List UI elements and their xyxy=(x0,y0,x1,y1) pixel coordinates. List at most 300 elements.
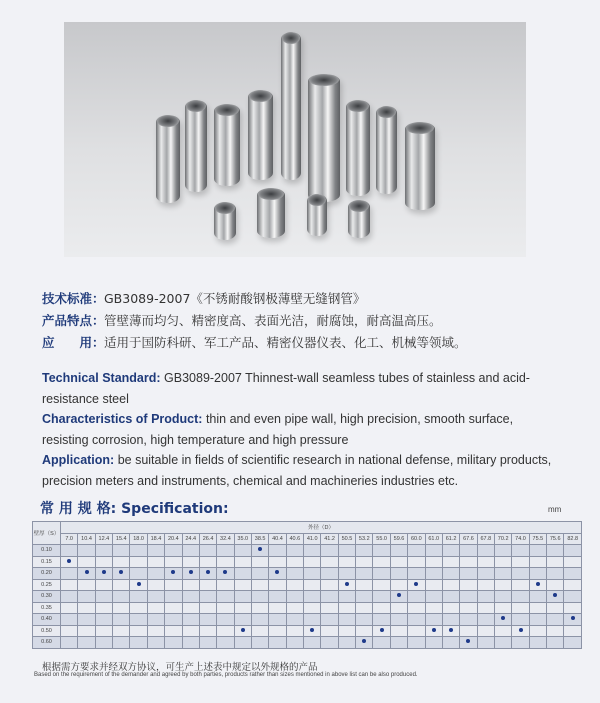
od-value-cell: 20.4 xyxy=(165,533,182,545)
spec-cell xyxy=(547,625,564,637)
available-dot-icon xyxy=(85,570,89,574)
spec-cell xyxy=(165,591,182,603)
spec-cell xyxy=(338,637,355,649)
spec-cell xyxy=(477,579,494,591)
tube-image xyxy=(257,188,285,238)
spec-cell xyxy=(529,556,546,568)
spec-cell xyxy=(460,614,477,626)
available-dot-icon xyxy=(310,628,314,632)
od-value-cell: 7.0 xyxy=(61,533,78,545)
table-row xyxy=(33,602,582,614)
spec-cell xyxy=(199,602,216,614)
en-characteristics xyxy=(42,409,562,450)
spec-cell xyxy=(338,591,355,603)
spec-cell xyxy=(217,637,234,649)
spec-cell xyxy=(217,614,234,626)
spec-cell xyxy=(269,579,286,591)
spec-cell xyxy=(304,625,321,637)
spec-cell xyxy=(390,591,407,603)
spec-cell xyxy=(321,602,338,614)
spec-cell xyxy=(113,556,130,568)
spec-cell xyxy=(408,637,425,649)
spec-cell xyxy=(547,545,564,557)
spec-cell xyxy=(321,614,338,626)
en-tech-text: GB3089-2007 Thinnest-wall seamless tubes of stainless and acid-resistance steel xyxy=(42,371,530,406)
unit-label: mm xyxy=(548,505,562,514)
wall-value-cell: 0.20 xyxy=(33,568,61,580)
spec-cell xyxy=(494,602,511,614)
spec-cell xyxy=(95,556,112,568)
spec-cell xyxy=(512,637,529,649)
table-row xyxy=(33,579,582,591)
table-header-row xyxy=(33,522,582,534)
spec-cell xyxy=(269,591,286,603)
spec-cell xyxy=(564,625,582,637)
spec-cell xyxy=(356,602,373,614)
spec-cell xyxy=(61,568,78,580)
spec-cell xyxy=(269,625,286,637)
available-dot-icon xyxy=(536,582,540,586)
spec-cell xyxy=(78,591,95,603)
spec-cell xyxy=(217,591,234,603)
spec-cell xyxy=(512,579,529,591)
table-row xyxy=(33,614,582,626)
spec-cell xyxy=(147,568,164,580)
spec-cell xyxy=(529,591,546,603)
spec-cell xyxy=(182,614,199,626)
spec-cell xyxy=(338,545,355,557)
spec-cell xyxy=(234,545,251,557)
spec-cell xyxy=(251,556,268,568)
spec-cell xyxy=(529,602,546,614)
spec-cell xyxy=(425,625,442,637)
spec-cell xyxy=(321,579,338,591)
cn-tech-label: 技术标准： xyxy=(42,291,105,306)
od-values-row xyxy=(33,533,582,545)
spec-cell xyxy=(460,579,477,591)
spec-cell xyxy=(408,556,425,568)
spec-cell xyxy=(477,637,494,649)
spec-cell xyxy=(251,568,268,580)
footer-note-cn: 根据需方要求并经双方协议，可生产上述表中规定以外规格的产品 xyxy=(42,662,318,673)
wall-value-cell: 0.35 xyxy=(33,602,61,614)
spec-cell xyxy=(390,602,407,614)
spec-cell xyxy=(442,568,459,580)
spec-cell xyxy=(234,556,251,568)
od-value-cell: 75.6 xyxy=(547,533,564,545)
available-dot-icon xyxy=(189,570,193,574)
spec-cell xyxy=(494,614,511,626)
spec-cell xyxy=(390,556,407,568)
spec-cell xyxy=(477,568,494,580)
spec-cell xyxy=(338,579,355,591)
spec-cell xyxy=(460,637,477,649)
available-dot-icon xyxy=(345,582,349,586)
spec-cell xyxy=(78,614,95,626)
tube-image xyxy=(248,90,273,180)
available-dot-icon xyxy=(258,547,262,551)
english-description xyxy=(42,368,562,491)
spec-cell xyxy=(338,568,355,580)
spec-cell xyxy=(234,602,251,614)
spec-cell xyxy=(95,568,112,580)
spec-cell xyxy=(286,637,303,649)
od-value-cell: 61.2 xyxy=(442,533,459,545)
od-value-cell: 35.0 xyxy=(234,533,251,545)
spec-cell xyxy=(408,614,425,626)
spec-cell xyxy=(113,579,130,591)
spec-cell xyxy=(251,637,268,649)
spec-cell xyxy=(234,591,251,603)
spec-cell xyxy=(251,625,268,637)
spec-cell xyxy=(95,591,112,603)
spec-cell xyxy=(251,579,268,591)
od-value-cell: 41.0 xyxy=(304,533,321,545)
spec-cell xyxy=(477,556,494,568)
spec-cell xyxy=(113,637,130,649)
cn-features xyxy=(42,310,467,332)
spec-cell xyxy=(494,591,511,603)
spec-cell xyxy=(494,545,511,557)
available-dot-icon xyxy=(414,582,418,586)
spec-cell xyxy=(442,614,459,626)
spec-cell xyxy=(425,556,442,568)
od-value-cell: 70.2 xyxy=(494,533,511,545)
spec-cell xyxy=(494,637,511,649)
available-dot-icon xyxy=(171,570,175,574)
spec-cell xyxy=(61,637,78,649)
spec-cell xyxy=(494,556,511,568)
spec-cell xyxy=(217,545,234,557)
spec-cell xyxy=(425,591,442,603)
spec-cell xyxy=(425,602,442,614)
tube-image xyxy=(281,32,301,180)
spec-cell xyxy=(408,591,425,603)
od-value-cell: 55.0 xyxy=(373,533,390,545)
available-dot-icon xyxy=(519,628,523,632)
spec-cell xyxy=(425,579,442,591)
en-app-label: Application: xyxy=(42,453,115,467)
spec-cell xyxy=(529,579,546,591)
available-dot-icon xyxy=(275,570,279,574)
spec-cell xyxy=(217,556,234,568)
spec-cell xyxy=(373,591,390,603)
cn-app-label: 应 用： xyxy=(42,335,105,350)
spec-cell xyxy=(304,545,321,557)
spec-cell xyxy=(390,625,407,637)
spec-cell xyxy=(512,568,529,580)
spec-cell xyxy=(130,556,147,568)
spec-cell xyxy=(373,579,390,591)
spec-cell xyxy=(356,591,373,603)
spec-cell xyxy=(113,614,130,626)
spec-cell xyxy=(147,625,164,637)
available-dot-icon xyxy=(432,628,436,632)
spec-cell xyxy=(269,556,286,568)
wall-value-cell: 0.50 xyxy=(33,625,61,637)
spec-cell xyxy=(304,602,321,614)
spec-cell xyxy=(512,602,529,614)
wall-value-cell: 0.60 xyxy=(33,637,61,649)
spec-cell xyxy=(356,614,373,626)
cn-tech-standard xyxy=(42,288,467,310)
spec-cell xyxy=(251,602,268,614)
tube-image xyxy=(308,74,340,202)
spec-cell xyxy=(61,625,78,637)
spec-cell xyxy=(113,545,130,557)
en-tech-standard xyxy=(42,368,562,409)
spec-cell xyxy=(338,614,355,626)
spec-cell xyxy=(304,568,321,580)
spec-cell xyxy=(356,637,373,649)
spec-cell xyxy=(408,625,425,637)
od-value-cell: 67.8 xyxy=(477,533,494,545)
spec-cell xyxy=(182,591,199,603)
od-value-cell: 15.4 xyxy=(113,533,130,545)
tube-image xyxy=(156,115,180,203)
spec-cell xyxy=(408,602,425,614)
tube-image xyxy=(185,100,207,192)
spec-cell xyxy=(199,625,216,637)
spec-cell xyxy=(147,579,164,591)
spec-cell xyxy=(512,591,529,603)
spec-cell xyxy=(547,602,564,614)
spec-cell xyxy=(460,591,477,603)
available-dot-icon xyxy=(571,616,575,620)
spec-cell xyxy=(564,637,582,649)
spec-cell xyxy=(512,614,529,626)
spec-cell xyxy=(373,545,390,557)
spec-cell xyxy=(564,568,582,580)
spec-cell xyxy=(356,579,373,591)
spec-cell xyxy=(390,545,407,557)
spec-cell xyxy=(494,579,511,591)
spec-cell xyxy=(564,579,582,591)
od-value-cell: 38.5 xyxy=(251,533,268,545)
available-dot-icon xyxy=(553,593,557,597)
spec-cell xyxy=(304,637,321,649)
spec-cell xyxy=(95,545,112,557)
od-value-cell: 40.6 xyxy=(286,533,303,545)
spec-cell xyxy=(286,579,303,591)
spec-cell xyxy=(564,602,582,614)
spec-cell xyxy=(529,568,546,580)
spec-cell xyxy=(494,625,511,637)
spec-cell xyxy=(564,614,582,626)
spec-cell xyxy=(494,568,511,580)
od-value-cell: 12.4 xyxy=(95,533,112,545)
spec-cell xyxy=(547,568,564,580)
od-value-cell: 18.4 xyxy=(147,533,164,545)
spec-cell xyxy=(61,602,78,614)
spec-cell xyxy=(442,579,459,591)
spec-cell xyxy=(182,579,199,591)
footer-note-en: Based on the requirement of the demander and agreed by both parties, products rather than sizes mentioned in above list can be also produced. xyxy=(34,672,418,678)
product-photo xyxy=(64,22,526,257)
spec-cell xyxy=(425,614,442,626)
spec-cell xyxy=(460,602,477,614)
en-char-label: Characteristics of Product: xyxy=(42,412,203,426)
spec-cell xyxy=(130,591,147,603)
cn-tech-text: GB3089-2007《不锈耐酸钢极薄壁无缝钢管》 xyxy=(104,291,366,306)
available-dot-icon xyxy=(466,639,470,643)
chinese-description xyxy=(42,288,467,354)
spec-cell xyxy=(269,602,286,614)
available-dot-icon xyxy=(223,570,227,574)
spec-cell xyxy=(547,556,564,568)
od-value-cell: 18.0 xyxy=(130,533,147,545)
available-dot-icon xyxy=(241,628,245,632)
spec-cell xyxy=(199,568,216,580)
spec-cell xyxy=(113,602,130,614)
spec-cell xyxy=(269,568,286,580)
spec-cell xyxy=(442,545,459,557)
table-row xyxy=(33,637,582,649)
spec-cell xyxy=(460,556,477,568)
spec-cell xyxy=(321,637,338,649)
spec-cell xyxy=(286,556,303,568)
tube-image xyxy=(376,106,397,194)
spec-cell xyxy=(251,545,268,557)
spec-cell xyxy=(95,625,112,637)
spec-cell xyxy=(130,568,147,580)
spec-cell xyxy=(442,637,459,649)
spec-cell xyxy=(78,568,95,580)
spec-cell xyxy=(78,602,95,614)
spec-cell xyxy=(147,545,164,557)
tube-image xyxy=(307,194,327,236)
spec-cell xyxy=(286,602,303,614)
spec-cell xyxy=(251,591,268,603)
tube-image xyxy=(346,100,370,196)
spec-cell xyxy=(512,556,529,568)
spec-cell xyxy=(477,545,494,557)
spec-cell xyxy=(321,545,338,557)
od-value-cell: 82.8 xyxy=(564,533,582,545)
spec-cell xyxy=(425,568,442,580)
spec-cell xyxy=(130,602,147,614)
spec-cell xyxy=(130,614,147,626)
spec-cell xyxy=(477,625,494,637)
spec-cell xyxy=(269,545,286,557)
spec-cell xyxy=(373,614,390,626)
spec-cell xyxy=(338,556,355,568)
spec-cell xyxy=(165,579,182,591)
spec-cell xyxy=(147,591,164,603)
spec-cell xyxy=(512,625,529,637)
spec-cell xyxy=(529,637,546,649)
spec-cell xyxy=(113,591,130,603)
spec-cell xyxy=(547,614,564,626)
spec-cell xyxy=(373,568,390,580)
spec-cell xyxy=(390,579,407,591)
spec-cell xyxy=(286,591,303,603)
cn-app-text: 适用于国防科研、军工产品、精密仪器仪表、化工、机械等领域。 xyxy=(104,335,467,350)
spec-cell xyxy=(390,637,407,649)
od-value-cell: 24.4 xyxy=(182,533,199,545)
spec-cell xyxy=(373,625,390,637)
wall-header: 壁厚（S） xyxy=(33,522,61,545)
available-dot-icon xyxy=(102,570,106,574)
spec-cell xyxy=(269,637,286,649)
available-dot-icon xyxy=(137,582,141,586)
en-char-text: thin and even pipe wall, high precision, smooth surface, resisting corrosion, high temperature and high pressure xyxy=(42,412,514,447)
spec-cell xyxy=(78,637,95,649)
available-dot-icon xyxy=(449,628,453,632)
spec-cell xyxy=(182,625,199,637)
spec-cell xyxy=(61,614,78,626)
spec-cell xyxy=(95,602,112,614)
spec-cell xyxy=(95,637,112,649)
cn-feat-text: 管壁薄而均匀、精密度高、表面光洁，耐腐蚀，耐高温高压。 xyxy=(104,313,442,328)
spec-cell xyxy=(547,591,564,603)
spec-cell xyxy=(95,579,112,591)
spec-cell xyxy=(182,602,199,614)
cn-feat-label: 产品特点： xyxy=(42,313,105,328)
spec-cell xyxy=(564,556,582,568)
spec-cell xyxy=(321,556,338,568)
spec-cell xyxy=(78,625,95,637)
spec-cell xyxy=(182,556,199,568)
spec-cell xyxy=(390,568,407,580)
spec-cell xyxy=(321,591,338,603)
spec-cell xyxy=(356,625,373,637)
available-dot-icon xyxy=(397,593,401,597)
spec-cell xyxy=(217,602,234,614)
spec-cell xyxy=(529,545,546,557)
spec-cell xyxy=(61,579,78,591)
od-value-cell: 61.0 xyxy=(425,533,442,545)
spec-cell xyxy=(547,637,564,649)
spec-cell xyxy=(78,545,95,557)
spec-cell xyxy=(547,579,564,591)
spec-cell xyxy=(356,568,373,580)
spec-cell xyxy=(130,637,147,649)
spec-cell xyxy=(529,625,546,637)
spec-cell xyxy=(217,579,234,591)
spec-cell xyxy=(78,556,95,568)
od-value-cell: 41.2 xyxy=(321,533,338,545)
table-row xyxy=(33,568,582,580)
available-dot-icon xyxy=(501,616,505,620)
spec-cell xyxy=(408,579,425,591)
available-dot-icon xyxy=(119,570,123,574)
wall-value-cell: 0.10 xyxy=(33,545,61,557)
tube-image xyxy=(348,200,370,238)
available-dot-icon xyxy=(362,639,366,643)
spec-cell xyxy=(165,568,182,580)
spec-cell xyxy=(460,625,477,637)
spec-title: 常 用 规 格: Specification: xyxy=(40,501,229,517)
spec-cell xyxy=(304,614,321,626)
spec-cell xyxy=(304,591,321,603)
spec-cell xyxy=(304,579,321,591)
en-application xyxy=(42,450,562,491)
spec-cell xyxy=(477,591,494,603)
od-value-cell: 26.4 xyxy=(199,533,216,545)
spec-cell xyxy=(199,556,216,568)
spec-cell xyxy=(95,614,112,626)
spec-cell xyxy=(564,545,582,557)
spec-cell xyxy=(61,556,78,568)
od-value-cell: 67.6 xyxy=(460,533,477,545)
od-value-cell: 59.6 xyxy=(390,533,407,545)
wall-value-cell: 0.30 xyxy=(33,591,61,603)
spec-cell xyxy=(234,568,251,580)
spec-cell xyxy=(286,614,303,626)
spec-cell xyxy=(165,614,182,626)
spec-cell xyxy=(304,556,321,568)
